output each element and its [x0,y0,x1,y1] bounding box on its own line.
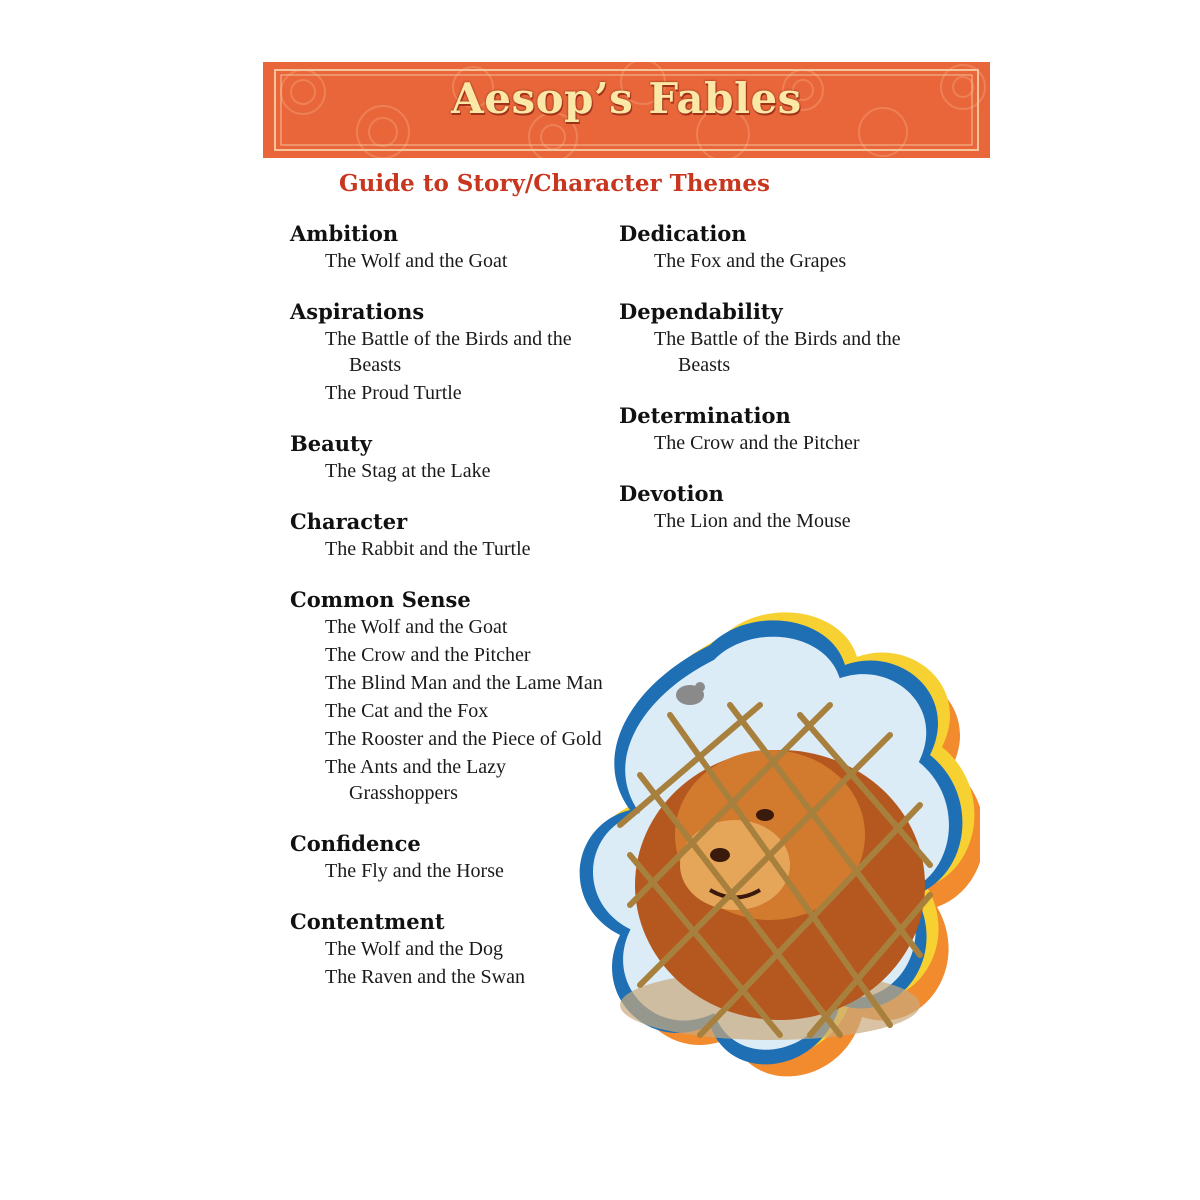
theme-title: Dedication [619,221,747,246]
story-title: The Rooster and the Piece of Gold [325,728,602,750]
theme-entry [290,298,610,406]
theme-entry [290,220,610,274]
story-title: The Crow and the Pitcher [325,644,531,666]
theme-title: Confidence [290,831,421,856]
theme-title: Ambition [290,221,399,246]
story-title: The Blind Man and the Lame Man [325,672,603,694]
story-title: The Proud Turtle [325,382,462,404]
story-title: The Fly and the Horse [325,860,504,882]
theme-title: Contentment [290,909,445,934]
story-title: The Crow and the Pitcher [654,432,860,454]
theme-title: Beauty [290,431,372,456]
story-title: The Wolf and the Dog [325,938,503,960]
theme-entry [290,430,610,484]
theme-title: Aspirations [290,299,425,324]
lion-in-net-icon [560,605,980,1105]
story-title: The Wolf and the Goat [325,616,508,638]
story-title: The Battle of the Birds and the Beasts [325,328,572,376]
theme-title: Dependability [619,299,783,324]
page-title: Aesop’s Fables [451,74,802,123]
story-title: The Stag at the Lake [325,460,491,482]
story-title: The Cat and the Fox [325,700,489,722]
theme-title: Character [290,509,408,534]
theme-entry [619,298,939,378]
theme-title: Devotion [619,481,724,506]
theme-entry [619,480,939,534]
theme-title: Determination [619,403,791,428]
story-title: The Ants and the Lazy Grasshoppers [325,756,507,804]
title-banner [263,62,990,158]
story-title: The Battle of the Birds and the Beasts [654,328,901,376]
page-subtitle: Guide to Story/Character Themes [339,170,770,197]
theme-entry [619,402,939,456]
theme-entry [290,508,610,562]
story-title: The Raven and the Swan [325,966,525,988]
theme-entry [619,220,939,274]
story-title: The Wolf and the Goat [325,250,508,272]
themes-right-column [619,220,939,558]
story-title: The Fox and the Grapes [654,250,847,272]
theme-title: Common Sense [290,587,471,612]
story-title: The Lion and the Mouse [654,510,851,532]
story-title: The Rabbit and the Turtle [325,538,531,560]
